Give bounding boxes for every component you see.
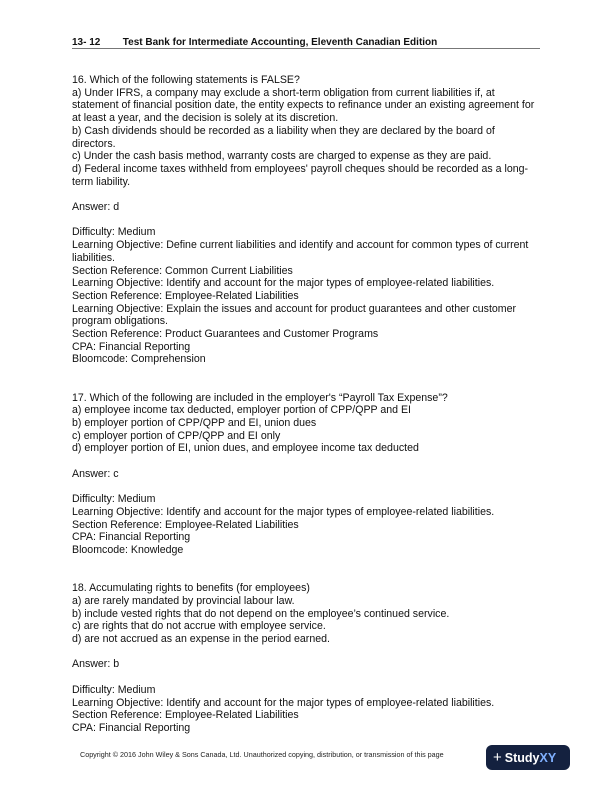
question-text: 16. Which of the following statements is FALSE? (72, 74, 300, 86)
meta-line: Section Reference: Employee-Related Liabilities (72, 289, 299, 302)
answer: Answer: b (72, 658, 120, 671)
page-number: 13- 12 (72, 37, 101, 48)
option-a: a) employee income tax deducted, employer portion of CPP/QPP and EI (72, 404, 411, 417)
question-18 (72, 582, 540, 734)
meta-line: Difficulty: Medium (72, 493, 156, 506)
option-d: d) are not accrued as an expense in the period earned. (72, 633, 330, 646)
meta-line: Bloomcode: Comprehension (72, 353, 206, 366)
option-a: a) Under IFRS, a company may exclude a short-term obligation from current liabilities if, at statement of financial position date, the entity expects to refinance under an existing agreement for at least a year, and the decision is solely at its discretion. (72, 86, 535, 125)
book-title: Test Bank for Intermediate Accounting, Eleventh Canadian Edition (122, 37, 438, 48)
meta-line: Section Reference: Employee-Related Liabilities (72, 518, 299, 531)
logo-xy-text: XY (539, 751, 557, 765)
option-b: b) include vested rights that do not depend on the employee’s continued service. (72, 607, 450, 620)
option-c: c) are rights that do not accrue with employee service. (72, 620, 326, 633)
answer: Answer: c (72, 467, 119, 480)
question-text: 17. Which of the following are included in the employer's “Payroll Tax Expense”? (72, 391, 448, 404)
meta-line: Learning Objective: Identify and account for the major types of employee-related liabilities. (72, 696, 495, 709)
copyright-notice: Copyright © 2016 John Wiley & Sons Canada, Ltd. Unauthorized copying, distribution, or transmission of this page (80, 750, 444, 759)
question-text: 18. Accumulating rights to benefits (for employees) (72, 582, 310, 595)
meta-line: Difficulty: Medium (72, 683, 156, 696)
meta-line: Learning Objective: Identify and account for the major types of employee-related liabilities. (72, 277, 495, 290)
option-a: a) are rarely mandated by provincial labour law. (72, 594, 295, 607)
option-b: b) Cash dividends should be recorded as a liability when they are declared by the board of directors. (72, 124, 495, 150)
page-footer (0, 749, 612, 779)
option-d: d) Federal income taxes withheld from employees' payroll cheques should be recorded as a long-term liability. (72, 162, 529, 188)
meta-line: CPA: Financial Reporting (72, 721, 191, 734)
meta-line: Section Reference: Employee-Related Liabilities (72, 709, 299, 722)
meta-line: CPA: Financial Reporting (72, 531, 191, 544)
option-b: b) employer portion of CPP/QPP and EI, union dues (72, 417, 317, 430)
meta-line: Learning Objective: Define current liabilities and identify and account for common types of current liabilities. (72, 239, 529, 264)
questions-container (72, 74, 540, 760)
meta-line: CPA: Financial Reporting (72, 340, 191, 353)
question-17 (72, 392, 540, 557)
header-divider (72, 48, 540, 49)
meta-line: Section Reference: Product Guarantees and Customer Programs (72, 328, 379, 341)
meta-line: Section Reference: Common Current Liabilities (72, 264, 293, 277)
meta-line: Bloomcode: Knowledge (72, 544, 184, 557)
answer: Answer: d (72, 201, 120, 214)
studyxy-logo[interactable] (486, 745, 570, 770)
option-c: c) Under the cash basis method, warranty costs are charged to expense as they are paid. (72, 150, 492, 163)
question-16 (72, 74, 540, 366)
plus-icon: + (493, 749, 502, 766)
meta-line: Learning Objective: Identify and account for the major types of employee-related liabilities. (72, 505, 495, 518)
meta-line: Learning Objective: Explain the issues and account for product guarantees and other customer program obligations. (72, 302, 517, 328)
meta-line: Difficulty: Medium (72, 226, 156, 239)
logo-study-text: Study (504, 751, 540, 765)
option-d: d) employer portion of EI, union dues, and employee income tax deducted (72, 442, 419, 455)
option-c: c) employer portion of CPP/QPP and EI only (72, 429, 281, 442)
